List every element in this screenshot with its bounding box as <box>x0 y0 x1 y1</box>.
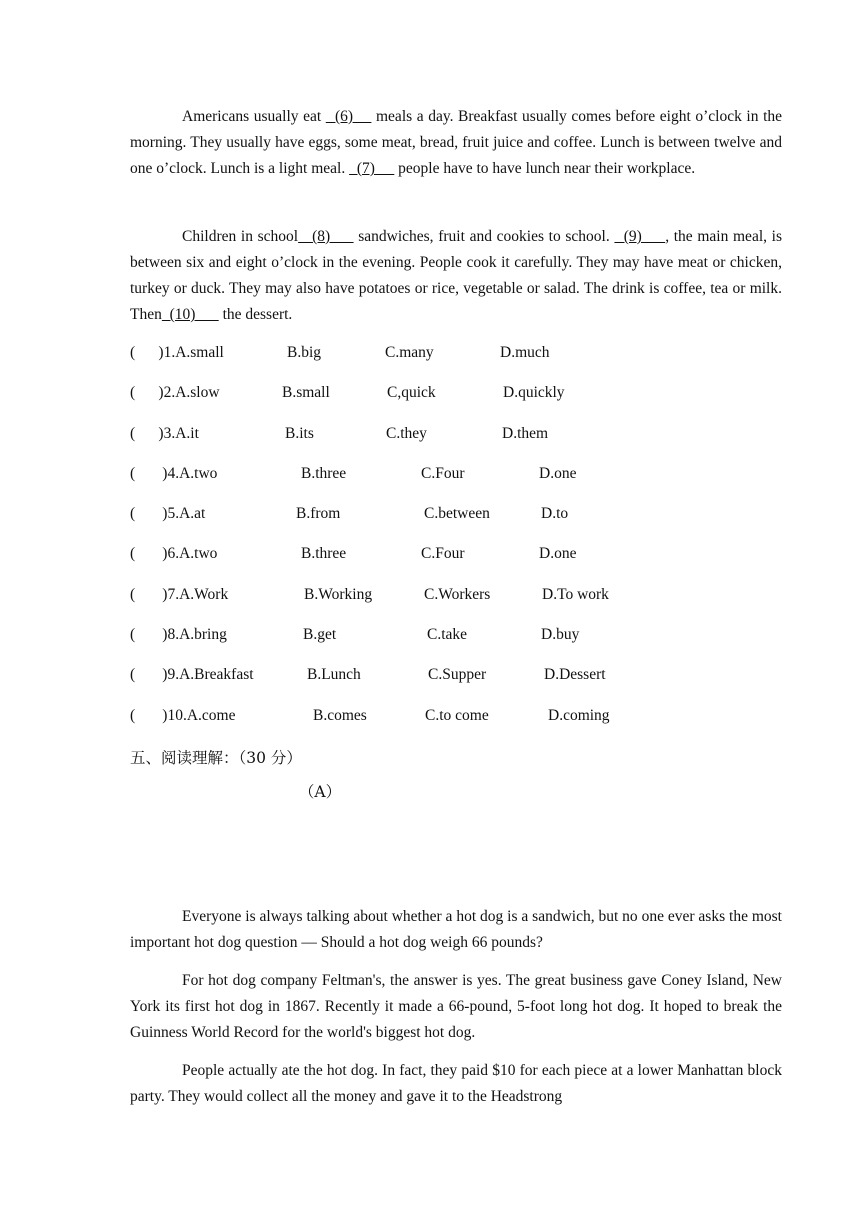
option-b: B.get <box>303 626 337 644</box>
reading-paragraph-2: For hot dog company Feltman's, the answer is yes. The great business gave Coney Island, New York its first hot dog in 1867. Recently it made a 66-pound, 5-foot long hot dog. It hoped to break the Guinness World Record for the world's biggest hot dog. <box>130 972 782 1041</box>
option-a: ( )7.A.Work <box>130 585 229 603</box>
option-row <box>130 541 782 581</box>
option-b: B.big <box>287 344 322 361</box>
blank-6: (6) <box>325 108 372 125</box>
option-b: B.its <box>285 424 314 442</box>
option-c: C.they <box>386 424 427 442</box>
text: Americans usually eat <box>182 108 326 125</box>
option-b: B.Working <box>304 585 373 603</box>
options-list <box>130 340 782 743</box>
option-d: D.much <box>500 344 550 361</box>
option-c: C.take <box>427 626 468 644</box>
passage-label <box>130 780 782 802</box>
option-a: ( )8.A.bring <box>130 626 227 644</box>
text: the dessert. <box>218 306 293 323</box>
text: sandwiches, fruit and cookies to school. <box>353 228 615 245</box>
option-b: B.comes <box>313 706 367 724</box>
blank-9: (9) <box>614 228 666 245</box>
option-a: ( )3.A.it <box>130 424 199 442</box>
blank-7: (7) <box>349 160 395 177</box>
option-a: ( )9.A.Breakfast <box>130 666 254 684</box>
option-row <box>130 622 782 662</box>
option-row <box>130 380 782 420</box>
option-c: C,quick <box>387 384 436 402</box>
text: people have to have lunch near their workplace. <box>394 160 696 177</box>
option-d: D.to <box>541 505 569 523</box>
option-c: C.to come <box>425 706 489 724</box>
option-row <box>130 662 782 702</box>
blank-10: (10) <box>161 306 219 323</box>
text: Children in school <box>182 228 299 245</box>
text: , the main meal, is between six and eight o’clock in the evening. People cook it carefully. They may have meat or chicken, turkey or duck. They may also have potatoes or rice, vegetable or salad. The drink is coffee, tea or milk. Then <box>130 228 783 323</box>
option-d: D.one <box>539 464 577 482</box>
option-a: ( )4.A.two <box>130 464 218 482</box>
cloze-paragraph-1 <box>130 104 782 182</box>
option-c: C.Supper <box>428 666 487 684</box>
text: meals a day. Breakfast usually comes before eight o’clock in the morning. They usually have eggs, some meat, bread, fruit juice and coffee. Lunch is between twelve and one o’clock. Lunch is a light meal. <box>130 108 783 177</box>
option-row <box>130 501 782 541</box>
option-a: ( )10.A.come <box>130 706 236 724</box>
option-d: D.buy <box>541 626 580 644</box>
option-a: ( )6.A.two <box>130 545 218 563</box>
option-row <box>130 340 782 380</box>
option-d: D.Dessert <box>544 666 606 684</box>
option-b: B.three <box>301 464 347 482</box>
section-title: 五、阅读理解：（30 分） <box>130 749 302 767</box>
option-b: B.small <box>282 384 330 402</box>
option-a: ( )2.A.slow <box>130 384 220 402</box>
cloze-paragraph-2 <box>130 224 782 328</box>
option-b: B.from <box>296 505 341 523</box>
option-d: D.them <box>502 424 549 442</box>
reading-paragraph-1: Everyone is always talking about whether a hot dog is a sandwich, but no one ever asks the most important hot dog question — Should a hot dog weigh 66 pounds? <box>130 908 782 951</box>
option-c: C.many <box>385 344 434 361</box>
blank-8: (8) <box>298 228 354 245</box>
option-d: D.quickly <box>503 384 565 402</box>
option-c: C.between <box>424 505 490 523</box>
option-a: ( )5.A.at <box>130 505 206 523</box>
option-d: D.coming <box>548 706 610 724</box>
option-c: C.Four <box>421 545 465 563</box>
option-c: C.Workers <box>424 585 491 603</box>
option-b: B.Lunch <box>307 666 361 684</box>
reading-paragraph-3: People actually ate the hot dog. In fact, they paid $10 for each piece at a lower Manhattan block party. They would collect all the money and gave it to the Headstrong <box>130 1062 782 1105</box>
option-d: D.To work <box>542 585 609 603</box>
option-row <box>130 582 782 622</box>
option-row <box>130 461 782 501</box>
option-row <box>130 421 782 461</box>
option-c: C.Four <box>421 464 465 482</box>
option-a: ( )1.A.small <box>130 344 224 361</box>
option-row <box>130 703 782 743</box>
option-b: B.three <box>301 545 347 563</box>
passage-label-text: （A） <box>298 783 342 801</box>
option-d: D.one <box>539 545 577 563</box>
